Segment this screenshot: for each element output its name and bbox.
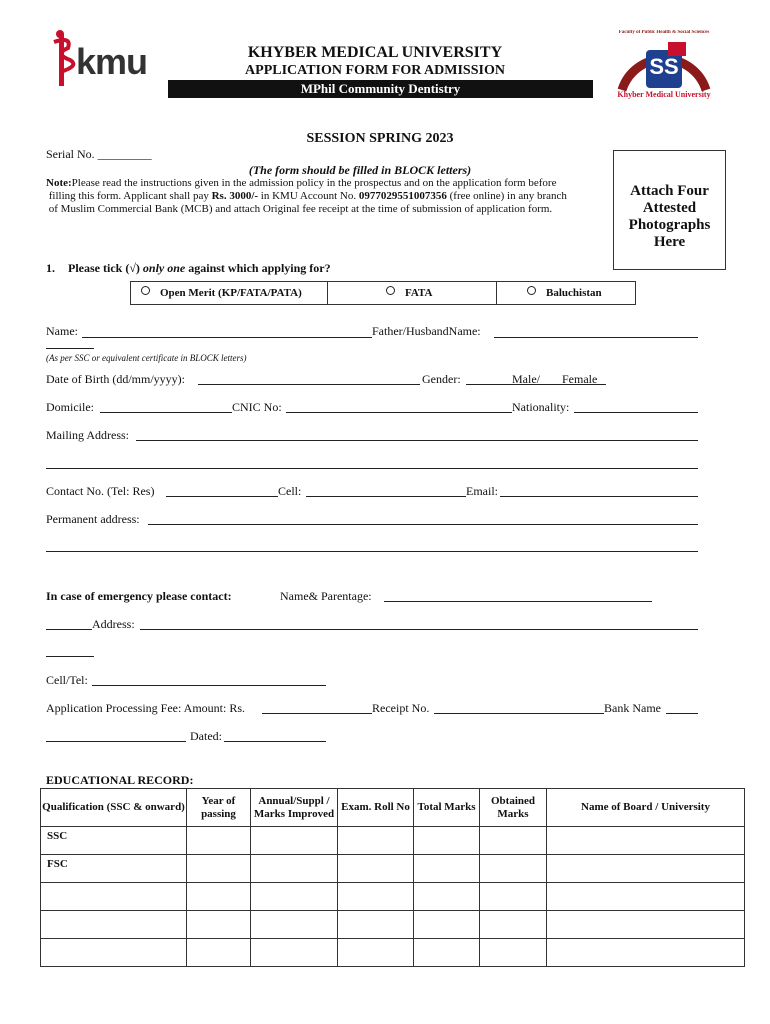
faculty-logo [608,32,720,104]
email-field[interactable] [500,496,698,497]
faculty-logo-arc-text: Faculty of Public Health & Social Sciences [618,30,710,35]
question-1 [46,261,331,276]
receipt-field[interactable] [434,713,604,714]
row-qualification: SSC [41,827,187,855]
cnic-field[interactable] [286,412,512,413]
row-qualification[interactable] [41,911,187,939]
note-line2a: filling this form. Applicant shall pay [48,190,212,202]
header-total-marks: Total Marks [414,789,480,827]
note-paragraph [46,177,606,216]
photo-line-1: Attach Four [630,183,709,199]
program-bar: MPhil Community Dentistry [168,80,593,98]
question-suffix: against which applying for? [185,261,331,275]
mailing-field-line2[interactable] [46,468,698,469]
option-open-merit[interactable] [130,281,328,305]
mailing-label: Mailing Address: [46,428,129,442]
header-annual: Annual/Suppl / Marks Improved [251,789,338,827]
photo-line-4: Here [653,234,686,250]
education-table [40,788,745,967]
note-line3: of Muslim Commercial Bank (MCB) and attach Original fee receipt at the time of submission of application form. [48,203,553,215]
mailing-field[interactable] [136,440,698,441]
bank-field-line2[interactable] [46,741,186,742]
fee-label: Application Processing Fee: Amount: Rs. [46,701,245,715]
dated-field[interactable] [224,741,326,742]
photo-line-3: Photographs [628,217,711,233]
form-title: APPLICATION FORM FOR ADMISSION [245,63,505,78]
university-title: KHYBER MEDICAL UNIVERSITY [247,44,503,61]
parentage-field[interactable] [384,601,652,602]
radio-icon[interactable] [141,286,150,295]
faculty-logo-caption: Khyber Medical University [617,90,711,99]
table-row [41,855,745,883]
dob-field[interactable] [198,384,420,385]
session-title: SESSION SPRING 2023 [306,131,454,146]
note-line2b: in KMU Account No. [258,190,359,202]
option-label: FATA [405,287,433,299]
receipt-label: Receipt No. [372,701,430,715]
option-label: Baluchistan [546,287,602,299]
address-label: Address: [92,617,135,631]
address-field[interactable] [140,629,698,630]
note-line2c: (free online) in any branch [446,190,567,202]
permanent-label: Permanent address: [46,512,140,526]
fee-amount-field[interactable] [262,713,372,714]
table-row [41,883,745,911]
father-label: Father/HusbandName: [372,324,481,338]
name-field-continued[interactable] [46,348,94,349]
option-label: Open Merit (KP/FATA/PATA) [160,287,302,299]
education-title: EDUCATIONAL RECORD: [46,773,194,787]
domicile-label: Domicile: [46,400,94,414]
cnic-label: CNIC No: [232,400,282,414]
note-line1: Please read the instructions given in the admission policy in the prospectus and on the application form before [71,177,557,189]
header-board: Name of Board / University [547,789,745,827]
nationality-field[interactable] [574,412,698,413]
photo-line-2: Attested [642,200,697,216]
domicile-field[interactable] [100,412,232,413]
note-fee: Rs. 3000/- [211,190,259,202]
emergency-label: In case of emergency please contact: [46,589,232,603]
permanent-field-line2[interactable] [46,551,698,552]
header-roll-no: Exam. Roll No [338,789,414,827]
table-row [41,939,745,967]
permanent-field[interactable] [148,524,698,525]
question-number: 1. [46,261,55,275]
faculty-logo-mark: SS [649,54,679,79]
table-row [41,827,745,855]
nationality-label: Nationality: [512,400,570,414]
header-qualification: Qualification (SSC & onward) [41,789,187,827]
celltel-label: Cell/Tel: [46,673,88,687]
serial-number: Serial No. _________ [46,147,152,161]
note-account: 0977029551007356 [358,190,447,202]
name-field[interactable] [82,337,372,338]
dob-label: Date of Birth (dd/mm/yyyy): [46,372,185,386]
question-only-one: only one [142,261,186,275]
row-qualification[interactable] [41,883,187,911]
emergency-address-prefix[interactable] [46,629,92,630]
name-label: Name: [46,324,78,338]
contact-field[interactable] [166,496,278,497]
bank-label: Bank Name [604,701,661,715]
row-qualification[interactable] [41,939,187,967]
option-fata[interactable] [327,281,497,305]
email-label: Email: [466,484,498,498]
contact-label: Contact No. (Tel: Res) [46,484,155,498]
parentage-label: Name& Parentage: [280,589,372,603]
gender-label: Gender: [422,372,461,386]
table-row [41,911,745,939]
block-letters-note: (The form should be filled in BLOCK letters) [248,163,472,177]
father-field[interactable] [494,337,698,338]
question-prefix: Please tick (√) [68,261,143,275]
header-obtained-marks: Obtained Marks [480,789,547,827]
note-label: Note: [46,177,72,189]
kmu-logo-text: kmu [76,41,148,82]
kmu-logo [50,28,150,88]
gender-female[interactable]: Female [562,372,598,386]
name-hint: (As per SSC or equivalent certificate in BLOCK letters) [46,353,247,363]
bank-field[interactable] [666,713,698,714]
address-field-line2[interactable] [46,656,94,657]
option-baluchistan[interactable] [496,281,636,305]
radio-icon[interactable] [527,286,536,295]
radio-icon[interactable] [386,286,395,295]
gender-male[interactable]: Male/ [512,372,540,386]
celltel-field[interactable] [92,685,326,686]
cell-field[interactable] [306,496,466,497]
photo-box [613,150,726,270]
dated-label: Dated: [190,729,222,743]
row-qualification: FSC [41,855,187,883]
cell-label: Cell: [278,484,302,498]
header-year: Year of passing [187,789,251,827]
